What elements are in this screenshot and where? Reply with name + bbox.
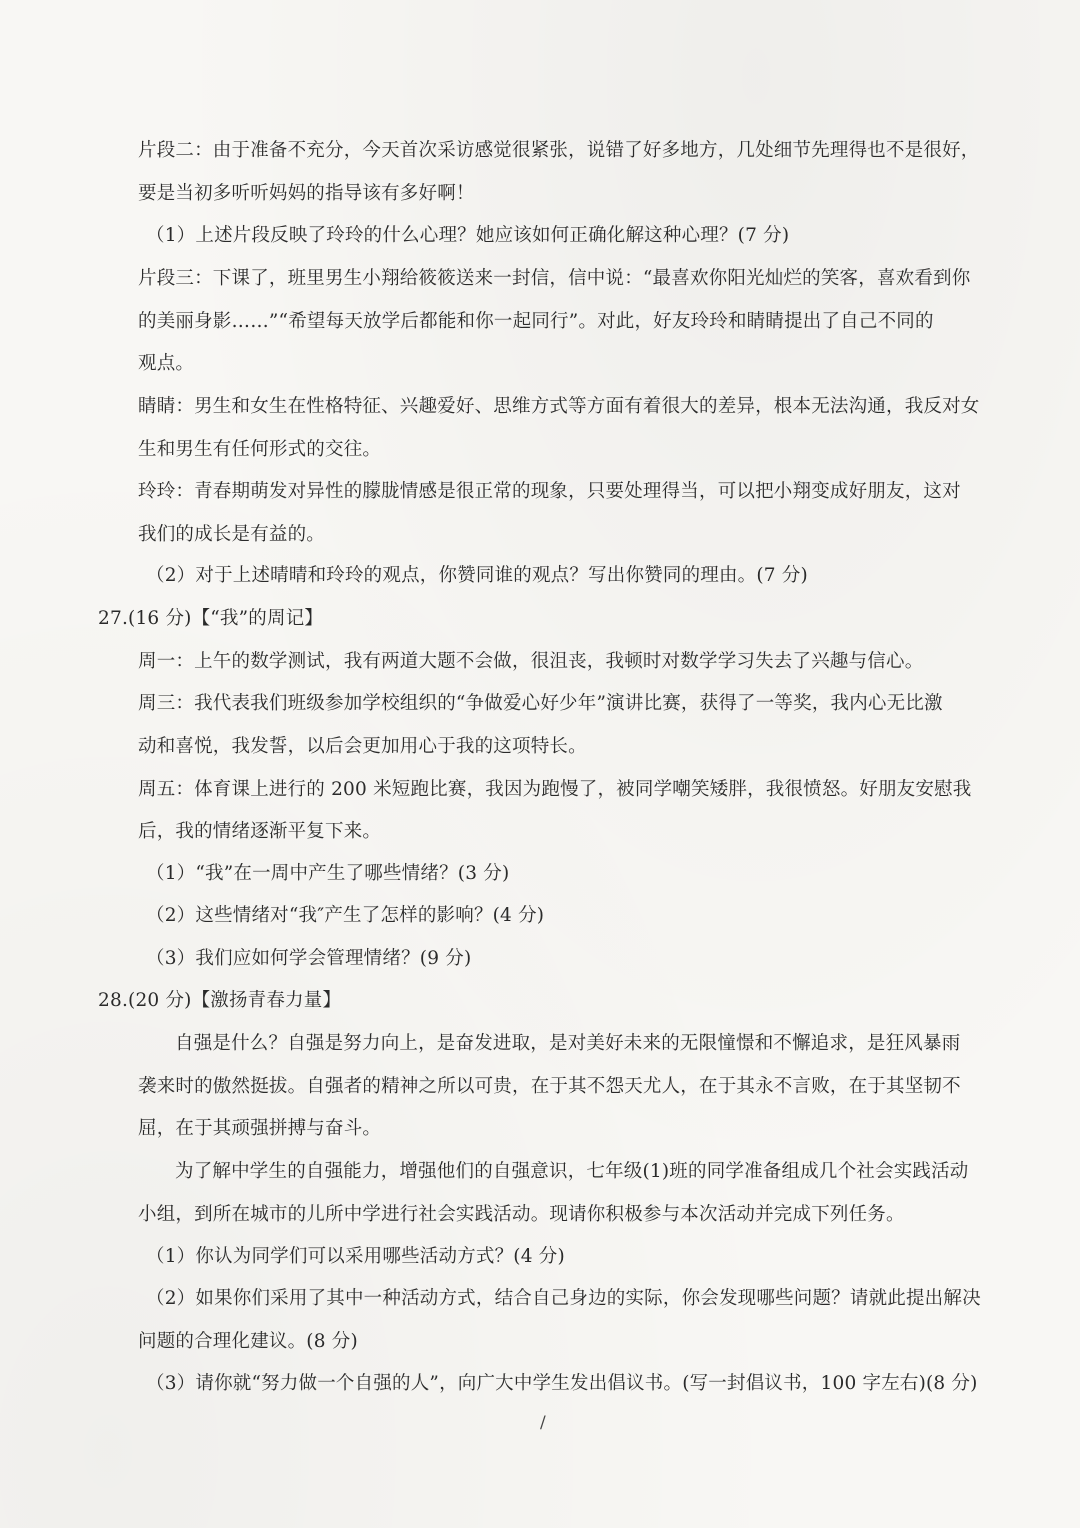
question-text: （1）“我”在一周中产生了哪些情绪？(3 分): [146, 863, 510, 884]
question-text: （2）这些情绪对“我″产生了怎样的影响？(4 分): [146, 905, 545, 926]
question-text: （1）你认为同学们可以采用哪些活动方式？(4 分): [146, 1246, 565, 1267]
text-line: 观点。: [138, 353, 195, 374]
text-line: 片段三：下课了，班里男生小翔给筱筱送来一封信，信中说：“最喜欢你阳光灿烂的笑客，喜欢看到你: [138, 268, 971, 289]
question-text: （1）上述片段反映了玲玲的什么心理？她应该如何正确化解这种心理？(7 分): [146, 225, 790, 246]
text-line: 生和男生有任何形式的交往。: [138, 439, 382, 460]
question-text: （2）对于上述晴晴和玲玲的观点，你赞同谁的观点？写出你赞同的理由。(7 分): [146, 565, 808, 586]
text-line: 屈，在于其顽强拼搏与奋斗。: [138, 1118, 382, 1139]
text-line: 的美丽身影……”“希望每天放学后都能和你一起同行”。对此，好友玲玲和睛睛提出了自己不同的: [138, 311, 934, 332]
text-line: 睛睛：男生和女生在性格特征、兴趣爱好、思维方式等方面有着很大的差异，根本无法沟通，我反对女: [138, 396, 980, 417]
text-line: 周一：上午的数学测试，我有两道大题不会做，很沮丧，我顿时对数学学习失去了兴趣与信心。: [138, 651, 924, 672]
text-line: 为了解中学生的自强能力，增强他们的自强意识，七年级(1)班的同学准备组成几个社会实践活动: [175, 1161, 969, 1182]
text-line: 问题的合理化建议。(8 分): [138, 1331, 358, 1352]
question-heading: 28.(20 分)【激扬青春力量】: [98, 990, 342, 1011]
text-line: 要是当初多听听妈妈的指导该有多好啊！: [138, 183, 475, 204]
text-line: 小组，到所在城市的儿所中学进行社会实践活动。现请你积极参与本次活动并完成下列任务。: [138, 1204, 905, 1225]
question-text: （3）请你就“努力做一个自强的人”，向广大中学生发出倡议书。(写一封倡议书，100 字左右)(8 分): [146, 1373, 978, 1394]
text-line: 袭来时的傲然挺拔。自强者的精神之所以可贵，在于其不怨天尤人，在于其永不言败，在于其坚韧不: [138, 1076, 961, 1097]
text-line: 后，我的情绪逐渐平复下来。: [138, 821, 382, 842]
text-line: 片段二：由于准备不充分，今天首次采访感觉很紧张，说错了好多地方，几处细节先理得也不是很好，: [138, 140, 980, 161]
text-line: 我们的成长是有益的。: [138, 524, 326, 545]
question-text: （2）如果你们采用了其中一种活动方式，结合自己身边的实际，你会发现哪些问题？请就此提出解决: [146, 1288, 981, 1309]
text-line: 动和喜悦，我发誓，以后会更加用心于我的这项特长。: [138, 736, 587, 757]
text-line: 周三：我代表我们班级参加学校组织的“争做爱心好少年”演讲比赛，获得了一等奖，我内心无比激: [138, 693, 943, 714]
text-line: 周五：体育课上进行的 200 米短跑比赛，我因为跑慢了，被同学嘲笑矮胖，我很愤怒。好朋友安慰我: [138, 779, 972, 800]
question-heading: 27.(16 分)【“我”的周记】: [98, 608, 324, 629]
question-text: （3）我们应如何学会管理情绪？(9 分): [146, 948, 472, 969]
text-line: 自强是什么？自强是努力向上，是奋发进取，是对美好未来的无限憧憬和不懈追求，是狂风暴雨: [175, 1033, 961, 1054]
text-line: 玲玲：青春期萌发对异性的朦胧情感是很正常的现象，只要处理得当，可以把小翔变成好朋友，这对: [138, 481, 961, 502]
page-number: /: [540, 1413, 546, 1433]
